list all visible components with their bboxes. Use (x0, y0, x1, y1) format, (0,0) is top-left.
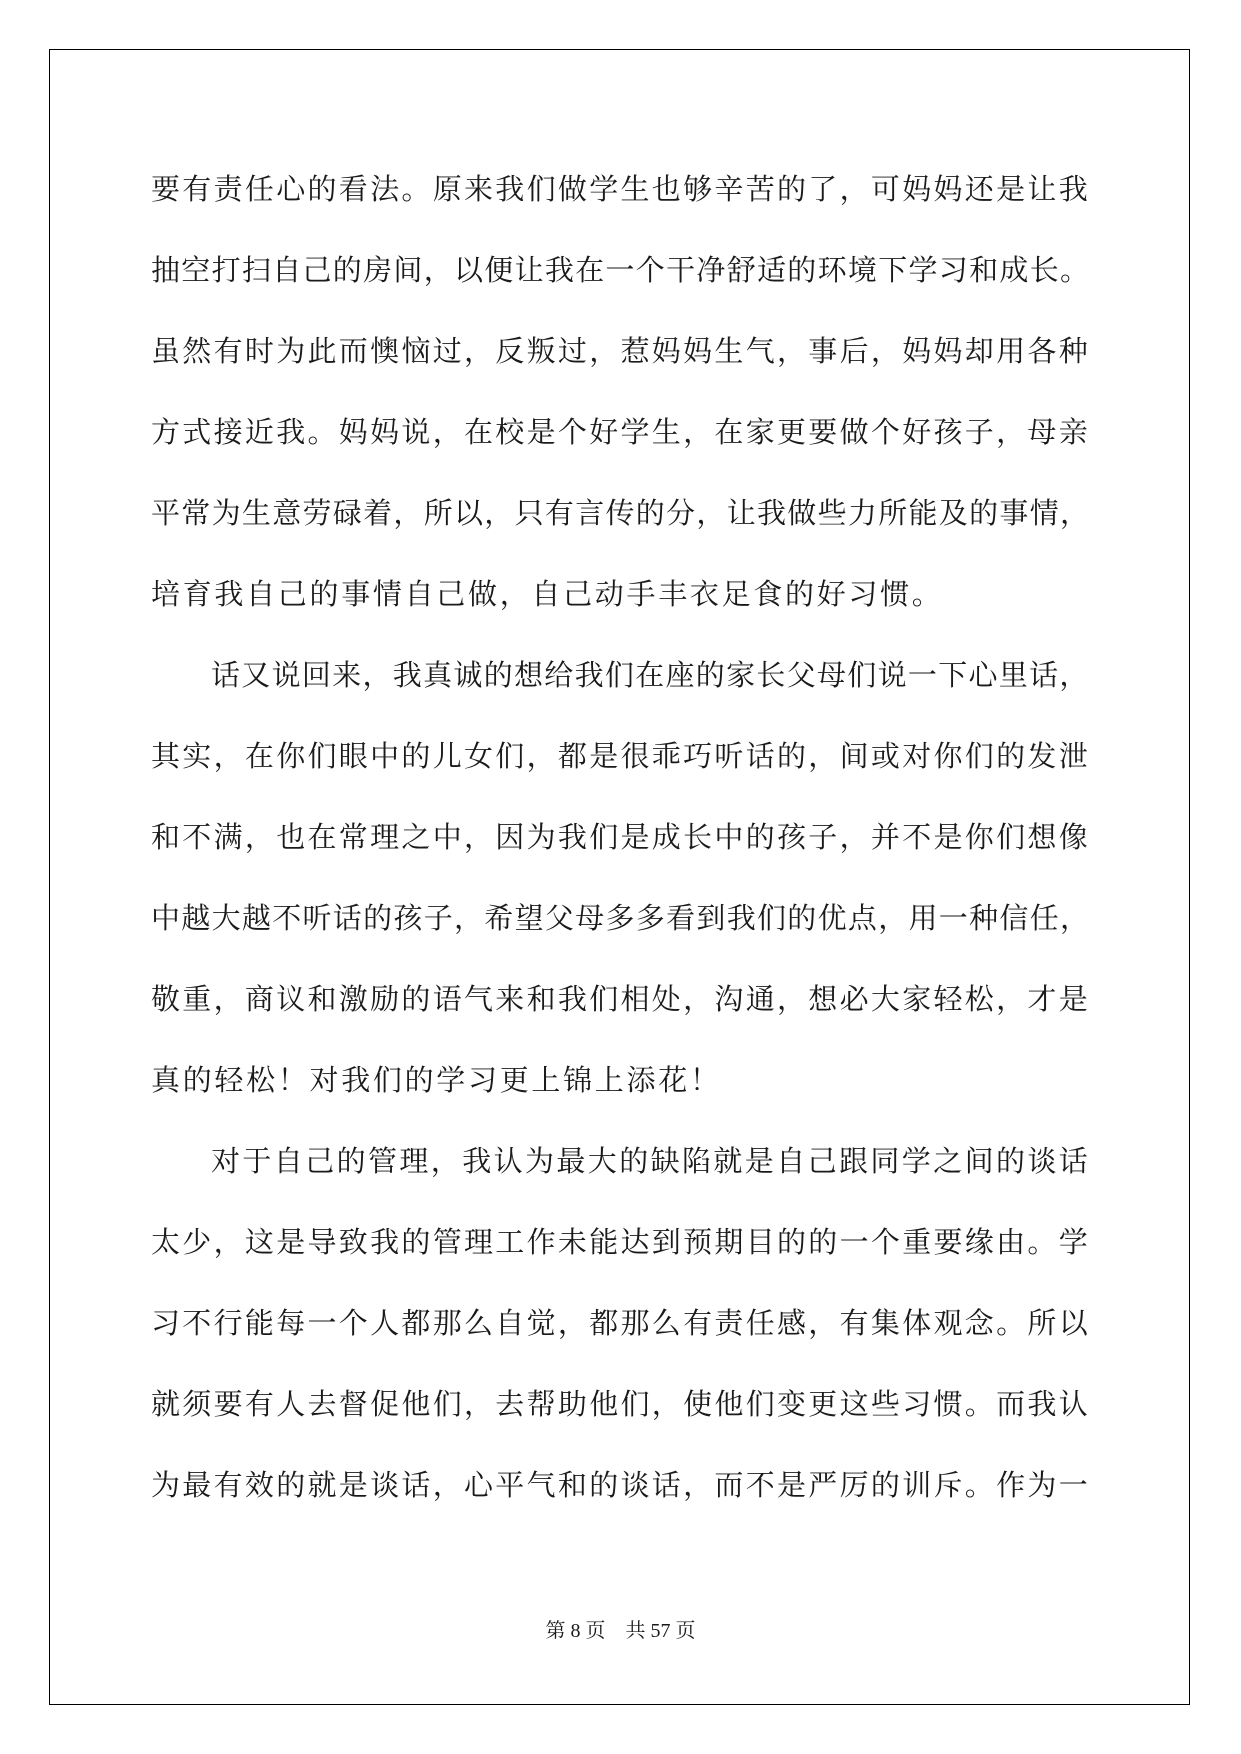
text-line: 敬重，商议和激励的语气来和我们相处，沟通，想必大家轻松，才是 (151, 982, 1091, 1016)
text-line: 真的轻松！对我们的学习更上锦上添花！ (151, 1063, 722, 1097)
text-line: 要有责任心的看法。原来我们做学生也够辛苦的了，可妈妈还是让我 (151, 172, 1091, 206)
text-line: 就须要有人去督促他们，去帮助他们，使他们变更这些习惯。而我认 (151, 1387, 1091, 1421)
text-line: 太少，这是导致我的管理工作未能达到预期目的的一个重要缘由。学 (151, 1225, 1091, 1259)
paragraph-start-line: 对于自己的管理，我认为最大的缺陷就是自己跟同学之间的谈话 (211, 1144, 1091, 1178)
text-line: 虽然有时为此而懊恼过，反叛过，惹妈妈生气，事后，妈妈却用各种 (151, 334, 1091, 368)
text-line: 抽空打扫自己的房间，以便让我在一个干净舒适的环境下学习和成长。 (151, 253, 1091, 287)
text-line: 为最有效的就是谈话，心平气和的谈话，而不是严厉的训斥。作为一 (151, 1468, 1091, 1502)
paragraph-start-line: 话又说回来，我真诚的想给我们在座的家长父母们说一下心里话， (211, 658, 1090, 692)
text-line: 和不满，也在常理之中，因为我们是成长中的孩子，并不是你们想像 (151, 820, 1091, 854)
text-line: 习不行能每一个人都那么自觉，都那么有责任感，有集体观念。所以 (151, 1306, 1091, 1340)
text-line: 平常为生意劳碌着，所以，只有言传的分，让我做些力所能及的事情， (151, 496, 1091, 530)
text-line: 方式接近我。妈妈说，在校是个好学生，在家更要做个好孩子，母亲 (151, 415, 1091, 449)
document-body (151, 160, 1091, 1537)
text-line: 培育我自己的事情自己做，自己动手丰衣足食的好习惯。 (151, 577, 944, 611)
page-number-footer: 第 8 页 共 57 页 (545, 1620, 696, 1642)
text-line: 其实，在你们眼中的儿女们，都是很乖巧听话的，间或对你们的发泄 (151, 739, 1091, 773)
text-line: 中越大越不听话的孩子，希望父母多多看到我们的优点，用一种信任， (151, 901, 1091, 935)
